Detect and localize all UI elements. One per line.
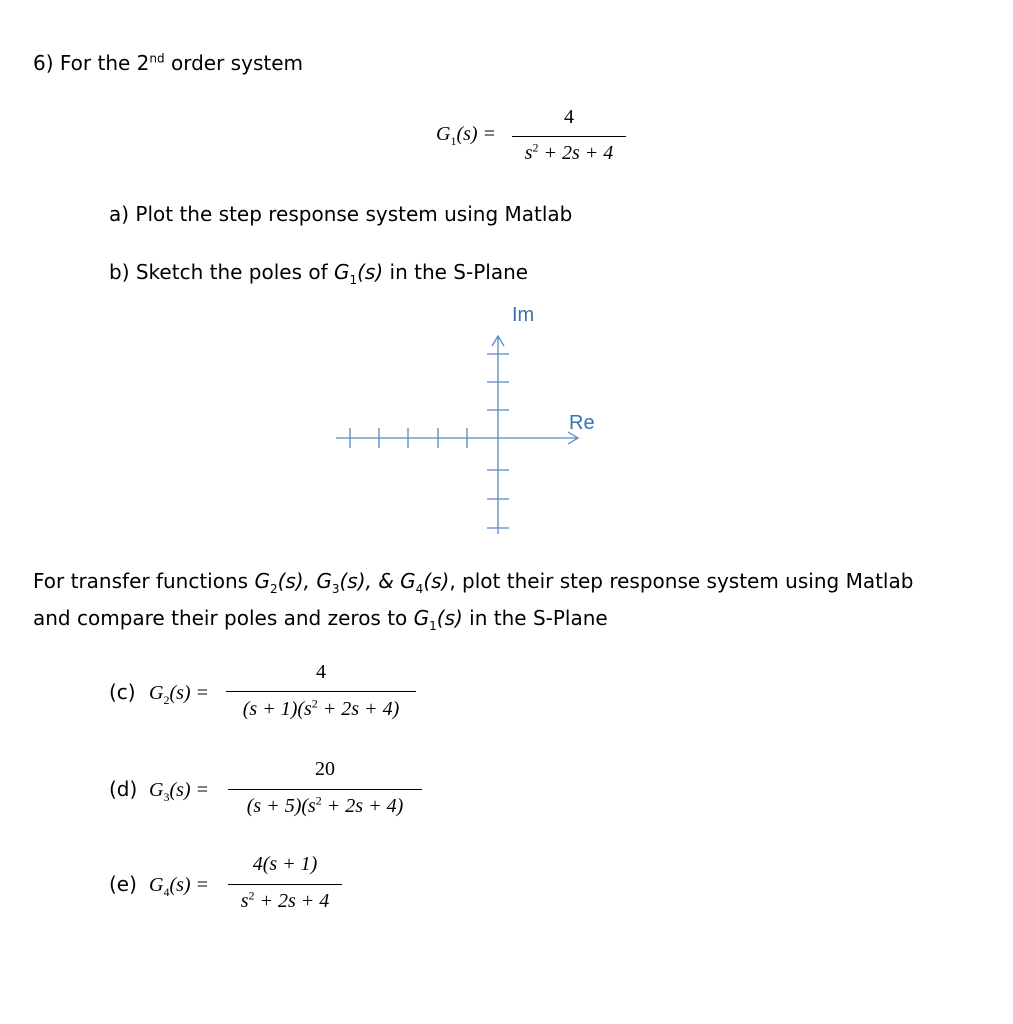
g3-fraction bbox=[228, 758, 422, 820]
part-e-label: (e) bbox=[109, 872, 137, 896]
g4-denominator: $s^2 + 2s + 4$ bbox=[240, 888, 330, 912]
g3-numerator: 20 bbox=[315, 758, 335, 780]
question-intro-before: For the 2 bbox=[59, 51, 150, 75]
g1-name: G bbox=[436, 123, 451, 145]
part-b-text bbox=[109, 260, 529, 287]
g1-sub: 1 bbox=[450, 134, 457, 148]
compare-line-1: For transfer functions $G_2(s)$, $G_3(s)$, & $G_4(s)$, plot their step response system using Matlab bbox=[33, 569, 914, 596]
part-b-after: in the S-Plane bbox=[383, 260, 529, 284]
compare-line-2: and compare their poles and zeros to $G_1(s)$ in the S-Plane bbox=[33, 606, 608, 633]
im-axis-label: Im bbox=[512, 304, 535, 326]
g3-fraction-bar bbox=[228, 789, 422, 790]
g2-denominator: $(s + 1)(s^2 + 2s + 4)$ bbox=[242, 696, 400, 720]
g3-lhs: $G_3(s)$ = bbox=[149, 779, 210, 804]
g1-lhs bbox=[436, 123, 496, 146]
re-axis-label: Re bbox=[569, 412, 595, 434]
g4-lhs: $G_4(s)$ = bbox=[149, 874, 210, 899]
g1-numerator: 4 bbox=[564, 106, 574, 128]
g4-fraction bbox=[228, 853, 342, 915]
g1-fraction bbox=[512, 106, 626, 168]
g4-numerator: 4(s + 1) bbox=[252, 853, 318, 875]
g2-fraction bbox=[226, 661, 416, 723]
part-a-text: a) Plot the step response system using Matlab bbox=[109, 202, 573, 226]
part-b-g-sub: 1 bbox=[349, 273, 358, 287]
g2-fraction-bar bbox=[226, 691, 416, 692]
g1-arg: (s) = bbox=[456, 123, 497, 145]
g2-lhs: $G_2(s)$ = bbox=[149, 682, 210, 707]
part-b-before: b) Sketch the poles of bbox=[109, 260, 334, 284]
question-intro-superscript: nd bbox=[149, 51, 165, 66]
g3-denominator: $(s + 5)(s^2 + 2s + 4)$ bbox=[246, 793, 404, 817]
g1-denominator: $s^2 + 2s + 4$ bbox=[524, 140, 614, 164]
part-b-g-name: G bbox=[333, 260, 350, 284]
g4-fraction-bar bbox=[228, 884, 342, 885]
part-b-g-arg: (s) bbox=[357, 260, 384, 284]
part-c-label: (c) bbox=[109, 680, 136, 704]
question-intro-after: order system bbox=[164, 51, 303, 75]
part-d-label: (d) bbox=[109, 777, 138, 801]
g2-numerator: 4 bbox=[316, 661, 326, 683]
g1-fraction-bar bbox=[512, 136, 626, 137]
question-number: 6) bbox=[33, 51, 54, 75]
question-heading bbox=[33, 51, 303, 75]
